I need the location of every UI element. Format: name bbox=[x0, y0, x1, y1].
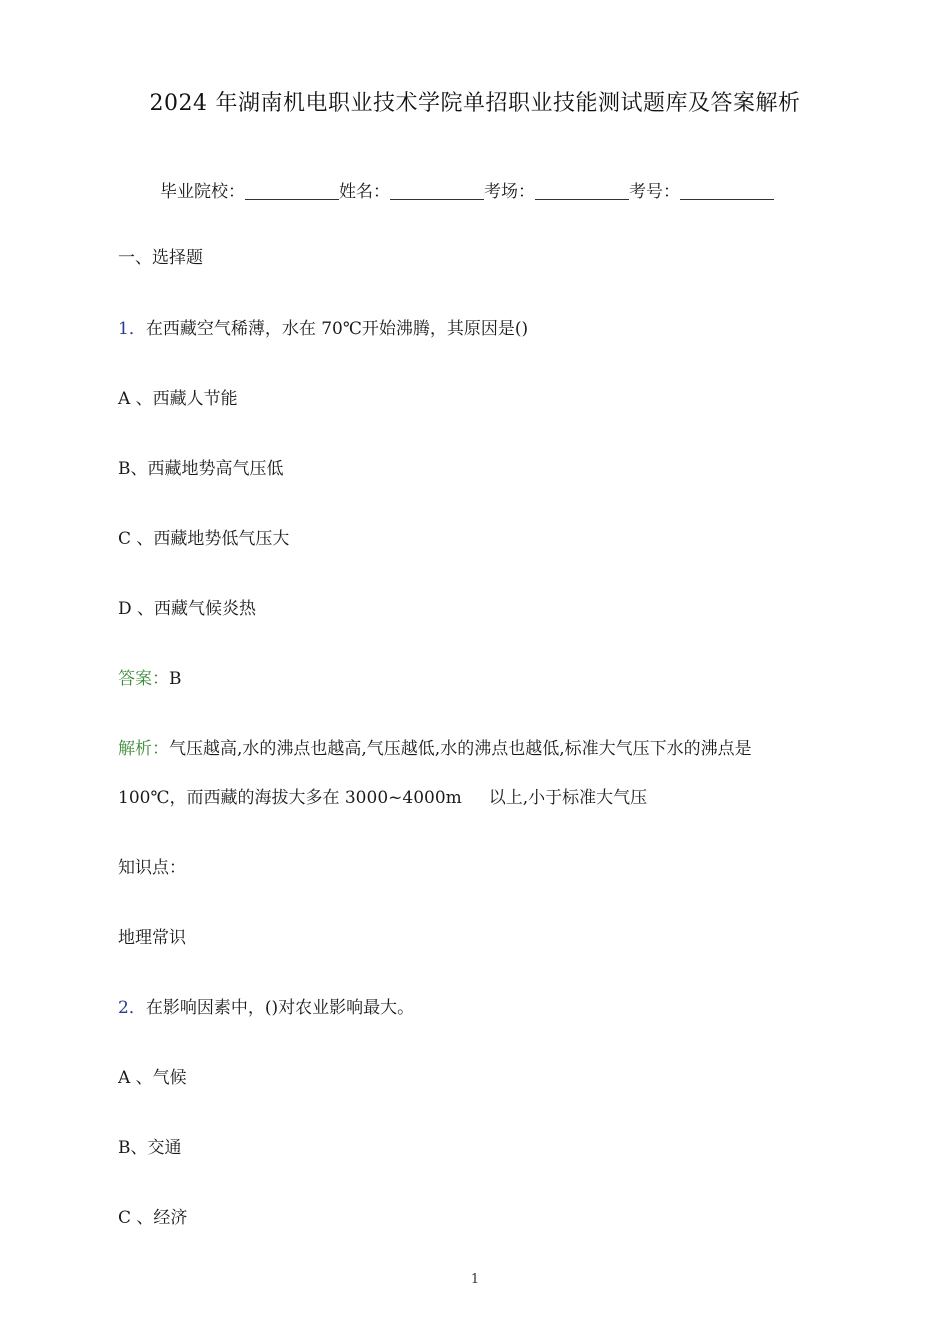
question-2-option-a: A 、气候 bbox=[118, 1068, 187, 1088]
analysis-label: 解析： bbox=[118, 739, 169, 759]
question-1-option-b: B、西藏地势高气压低 bbox=[118, 459, 284, 479]
student-info-line bbox=[160, 177, 774, 202]
school-blank bbox=[245, 182, 339, 200]
question-1-option-c: C 、西藏地势低气压大 bbox=[118, 529, 290, 549]
name-blank bbox=[390, 182, 484, 200]
question-2-option-c: C 、经济 bbox=[118, 1208, 188, 1228]
room-blank bbox=[535, 182, 629, 200]
number-label: 考号： bbox=[629, 182, 680, 202]
question-1-number: 1． bbox=[118, 319, 146, 339]
answer-label: 答案： bbox=[118, 669, 169, 689]
knowledge-label: 知识点： bbox=[118, 858, 186, 878]
school-label: 毕业院校： bbox=[160, 182, 245, 202]
number-blank bbox=[680, 182, 774, 200]
knowledge-value: 地理常识 bbox=[118, 928, 186, 948]
answer-value: B bbox=[169, 669, 182, 689]
name-label: 姓名： bbox=[339, 182, 390, 202]
question-2 bbox=[118, 996, 414, 1020]
room-label: 考场： bbox=[484, 182, 535, 202]
section-heading: 一、选择题 bbox=[118, 248, 203, 268]
page-title bbox=[0, 86, 950, 117]
page-number: 1 bbox=[470, 1272, 480, 1287]
question-2-text: 在影响因素中，()对农业影响最大。 bbox=[145, 998, 415, 1018]
title-text: 年湖南机电职业技术学院单招职业技能测试题库及答案解析 bbox=[215, 91, 801, 116]
question-1-option-a: A 、西藏人节能 bbox=[118, 389, 238, 409]
title-year: 2024 bbox=[149, 91, 208, 116]
question-2-option-b: B、交通 bbox=[118, 1138, 182, 1158]
analysis-text-line-2: 100℃，而西藏的海拔大多在 3000~4000m 以上,小于标准大气压 bbox=[118, 788, 648, 808]
question-1-text: 在西藏空气稀薄，水在 70℃开始沸腾，其原因是() bbox=[145, 319, 529, 339]
question-1-answer bbox=[118, 667, 182, 691]
question-2-number: 2． bbox=[118, 998, 146, 1018]
question-1-analysis bbox=[118, 737, 752, 761]
analysis-text-line-1: 气压越高,水的沸点也越高,气压越低,水的沸点也越低,标准大气压下水的沸点是 bbox=[169, 739, 752, 759]
question-1-option-d: D 、西藏气候炎热 bbox=[118, 599, 257, 619]
question-1 bbox=[118, 317, 528, 341]
